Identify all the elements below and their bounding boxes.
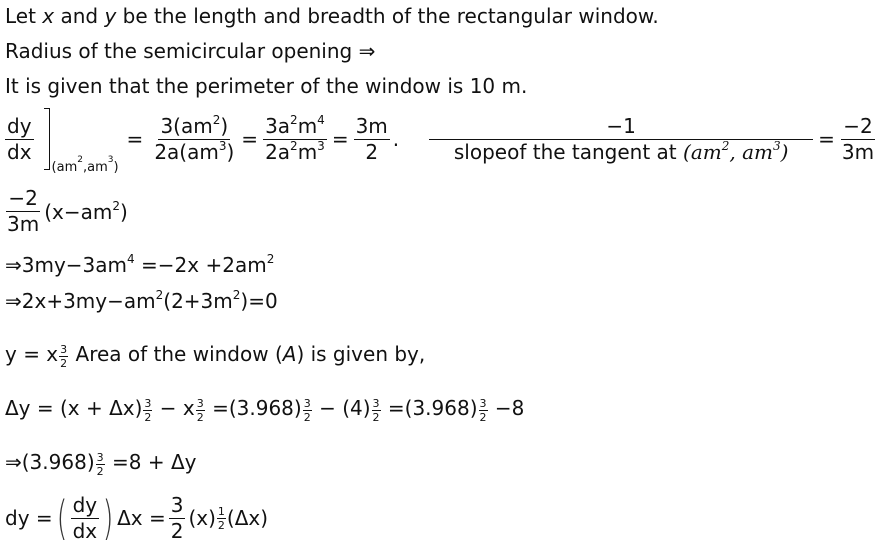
normal-line-equation <box>5 188 128 235</box>
step-line-10: ⇒(3.968) $\frac{3}{2}$ =8 + Δy <box>5 450 197 479</box>
var-x: x <box>42 4 55 28</box>
equals: = <box>818 127 835 151</box>
statement-line-3 <box>5 76 527 96</box>
left-paren: ( <box>56 491 68 545</box>
var-y: y <box>104 4 117 28</box>
slope-fraction <box>5 188 41 235</box>
numerator: 3m <box>355 113 388 138</box>
evaluation-bracket <box>35 108 50 170</box>
equals: = <box>331 127 349 151</box>
numerator: dy <box>72 492 98 517</box>
numerator: −2 <box>843 113 873 138</box>
statement-line-1 <box>5 6 659 26</box>
denominator: 2 <box>170 518 184 543</box>
denominator: 2 <box>365 139 379 164</box>
numerator: 3 <box>170 492 184 517</box>
fraction-3 <box>354 113 390 164</box>
text: It is given that the perimeter of the window is 10 m. <box>5 74 528 98</box>
expression: $(x-am^2)$ <box>44 198 128 224</box>
fraction-5 <box>840 113 876 164</box>
denominator: $2a^2m^3$ <box>265 138 325 164</box>
derivative-equation <box>5 108 879 175</box>
equals: = <box>241 127 259 151</box>
numerator: $3a^2m^4$ <box>265 112 325 138</box>
numerator: dy <box>7 113 32 138</box>
right-paren: ) <box>102 491 114 545</box>
step-line-6: $\Rightarrow 3my-3am^4 =-2x +2am^2$ <box>5 252 275 277</box>
dy-dx-fraction <box>5 113 34 164</box>
denominator: 3m <box>841 139 875 164</box>
denominator: dx <box>7 139 32 164</box>
step-line-9: Δy = (x + Δx) $\frac{3}{2}$ − x $\frac{3}{2}$ =(3.968) $\frac{3}{2}$ − (4) $\frac{3}{2}$ =(3.968) $\frac{3}{2}$ −8 <box>5 396 525 425</box>
fraction-1 <box>152 112 236 164</box>
fraction-2 <box>263 112 327 164</box>
numerator: −2 <box>8 186 38 210</box>
step-line-7: $\Rightarrow 2x+3my-am^2(2+3m^2)=0$ <box>5 288 278 313</box>
denominator: $2a(am^3)$ <box>154 138 235 164</box>
step-line-8: y = x $\frac{3}{2}$ Area of the window (A) is given by, <box>5 342 426 371</box>
equals: = <box>126 127 144 151</box>
denominator: slopeof the tangent at ($am^2$, $am^3$) <box>453 138 789 164</box>
statement-line-2 <box>5 41 375 61</box>
evaluation-point: $(am^2,am^3)$ <box>51 155 119 175</box>
numerator: $3(am^2)$ <box>160 112 229 138</box>
text: be the length and breadth of the rectangular window. <box>116 4 659 28</box>
denominator: dx <box>72 518 98 543</box>
step-line-11: dy = ( $\frac{dy}{dx}$ ) Δx = $\frac{3}{2}$ (x) 1 2 (Δx) <box>5 491 269 545</box>
text: Radius of the semicircular opening <box>5 39 359 63</box>
text: and <box>54 4 105 28</box>
period: . <box>392 127 400 151</box>
exponent-fraction: $\frac{3}{2}$ <box>60 343 68 371</box>
numerator: −1 <box>429 116 813 140</box>
implies-symbol: ⇒ <box>358 39 376 63</box>
denominator: 3m <box>7 212 40 236</box>
dy-dx-fraction <box>71 492 100 543</box>
normal-slope-fraction <box>429 113 813 164</box>
three-halves-fraction <box>169 492 186 543</box>
text: Let <box>5 4 43 28</box>
